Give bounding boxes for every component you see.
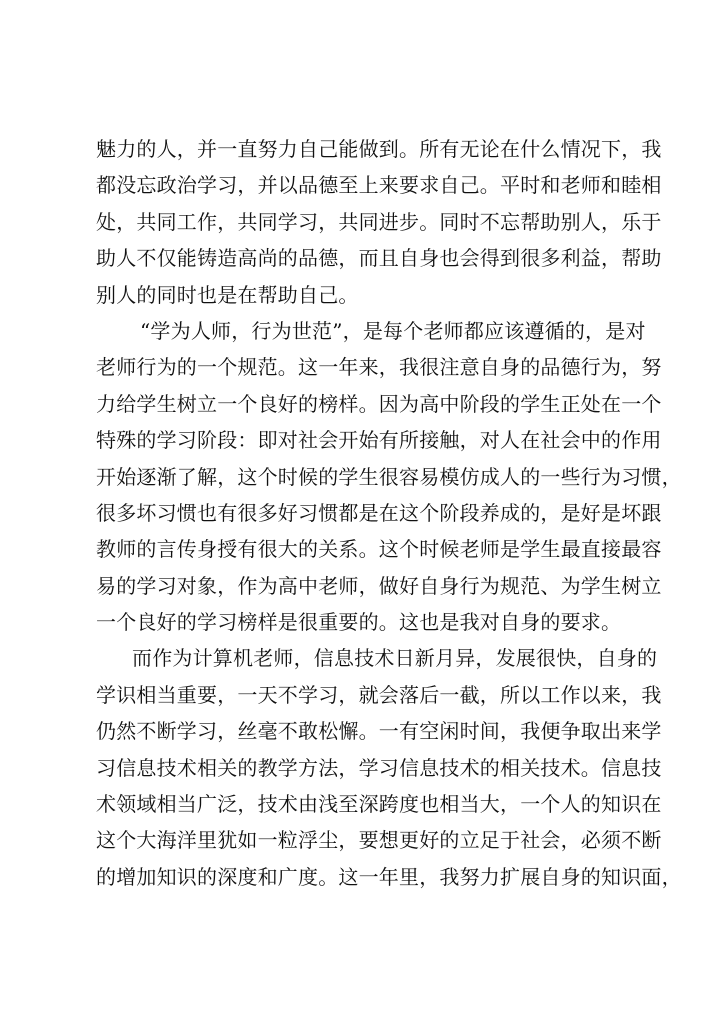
text-line: 很多坏习惯也有很多好习惯都是在这个阶段养成的，是好是坏跟 <box>96 500 662 525</box>
text-line: 仍然不断学习，丝毫不敢松懈。一有空闲时间，我便争取出来学 <box>96 719 662 744</box>
text-line: 都没忘政治学习，并以品德至上来要求自己。平时和老师和睦相 <box>96 173 662 198</box>
text-line: 力给学生树立一个良好的榜样。因为高中阶段的学生正处在一个 <box>96 391 662 416</box>
text-line: 教师的言传身授有很大的关系。这个时候老师是学生最直接最容 <box>96 537 662 562</box>
text-line: 别人的同时也是在帮助自己。 <box>96 282 359 307</box>
text-line: 一个良好的学习榜样是很重要的。这也是我对自身的要求。 <box>96 610 622 635</box>
text-line: 助人不仅能铸造高尚的品德，而且自身也会得到很多利益，帮助 <box>96 246 662 271</box>
text-line: 魅力的人，并一直努力自己能做到。所有无论在什么情况下，我 <box>96 137 662 161</box>
text-line: 处，共同工作，共同学习，共同进步。同时不忘帮助别人，乐于 <box>96 209 662 234</box>
text-line: 这个大海洋里犹如一粒浮尘，要想更好的立足于社会，必须不断 <box>96 828 662 853</box>
paragraph-1 <box>96 131 662 313</box>
text-line: 老师行为的一个规范。这一年来，我很注意自身的品德行为，努 <box>96 355 662 380</box>
text-line: 习信息技术相关的教学方法，学习信息技术的相关技术。信息技 <box>96 755 662 780</box>
text-line: 而作为计算机老师，信息技术日新月异，发展很快，自身的 <box>132 646 658 671</box>
text-line: 开始逐渐了解，这个时候的学生很容易模仿成人的一些行为习惯， <box>96 464 682 489</box>
paragraph-3 <box>96 640 682 895</box>
text-line: 易的学习对象，作为高中老师，做好自身行为规范、为学生树立 <box>96 573 662 598</box>
paragraph-2 <box>96 313 682 641</box>
text-line: 特殊的学习阶段：即对社会开始有所接触，对人在社会中的作用 <box>96 428 662 453</box>
text-line: “学为人师，行为世范”，是每个老师都应该遵循的，是对 <box>140 318 646 343</box>
text-line: 学识相当重要，一天不学习，就会落后一截，所以工作以来，我 <box>96 682 662 707</box>
body-text <box>96 131 682 895</box>
text-line: 术领域相当广泛，技术由浅至深跨度也相当大，一个人的知识在 <box>96 792 662 817</box>
text-line: 的增加知识的深度和广度。这一年里，我努力扩展自身的知识面， <box>96 864 682 889</box>
